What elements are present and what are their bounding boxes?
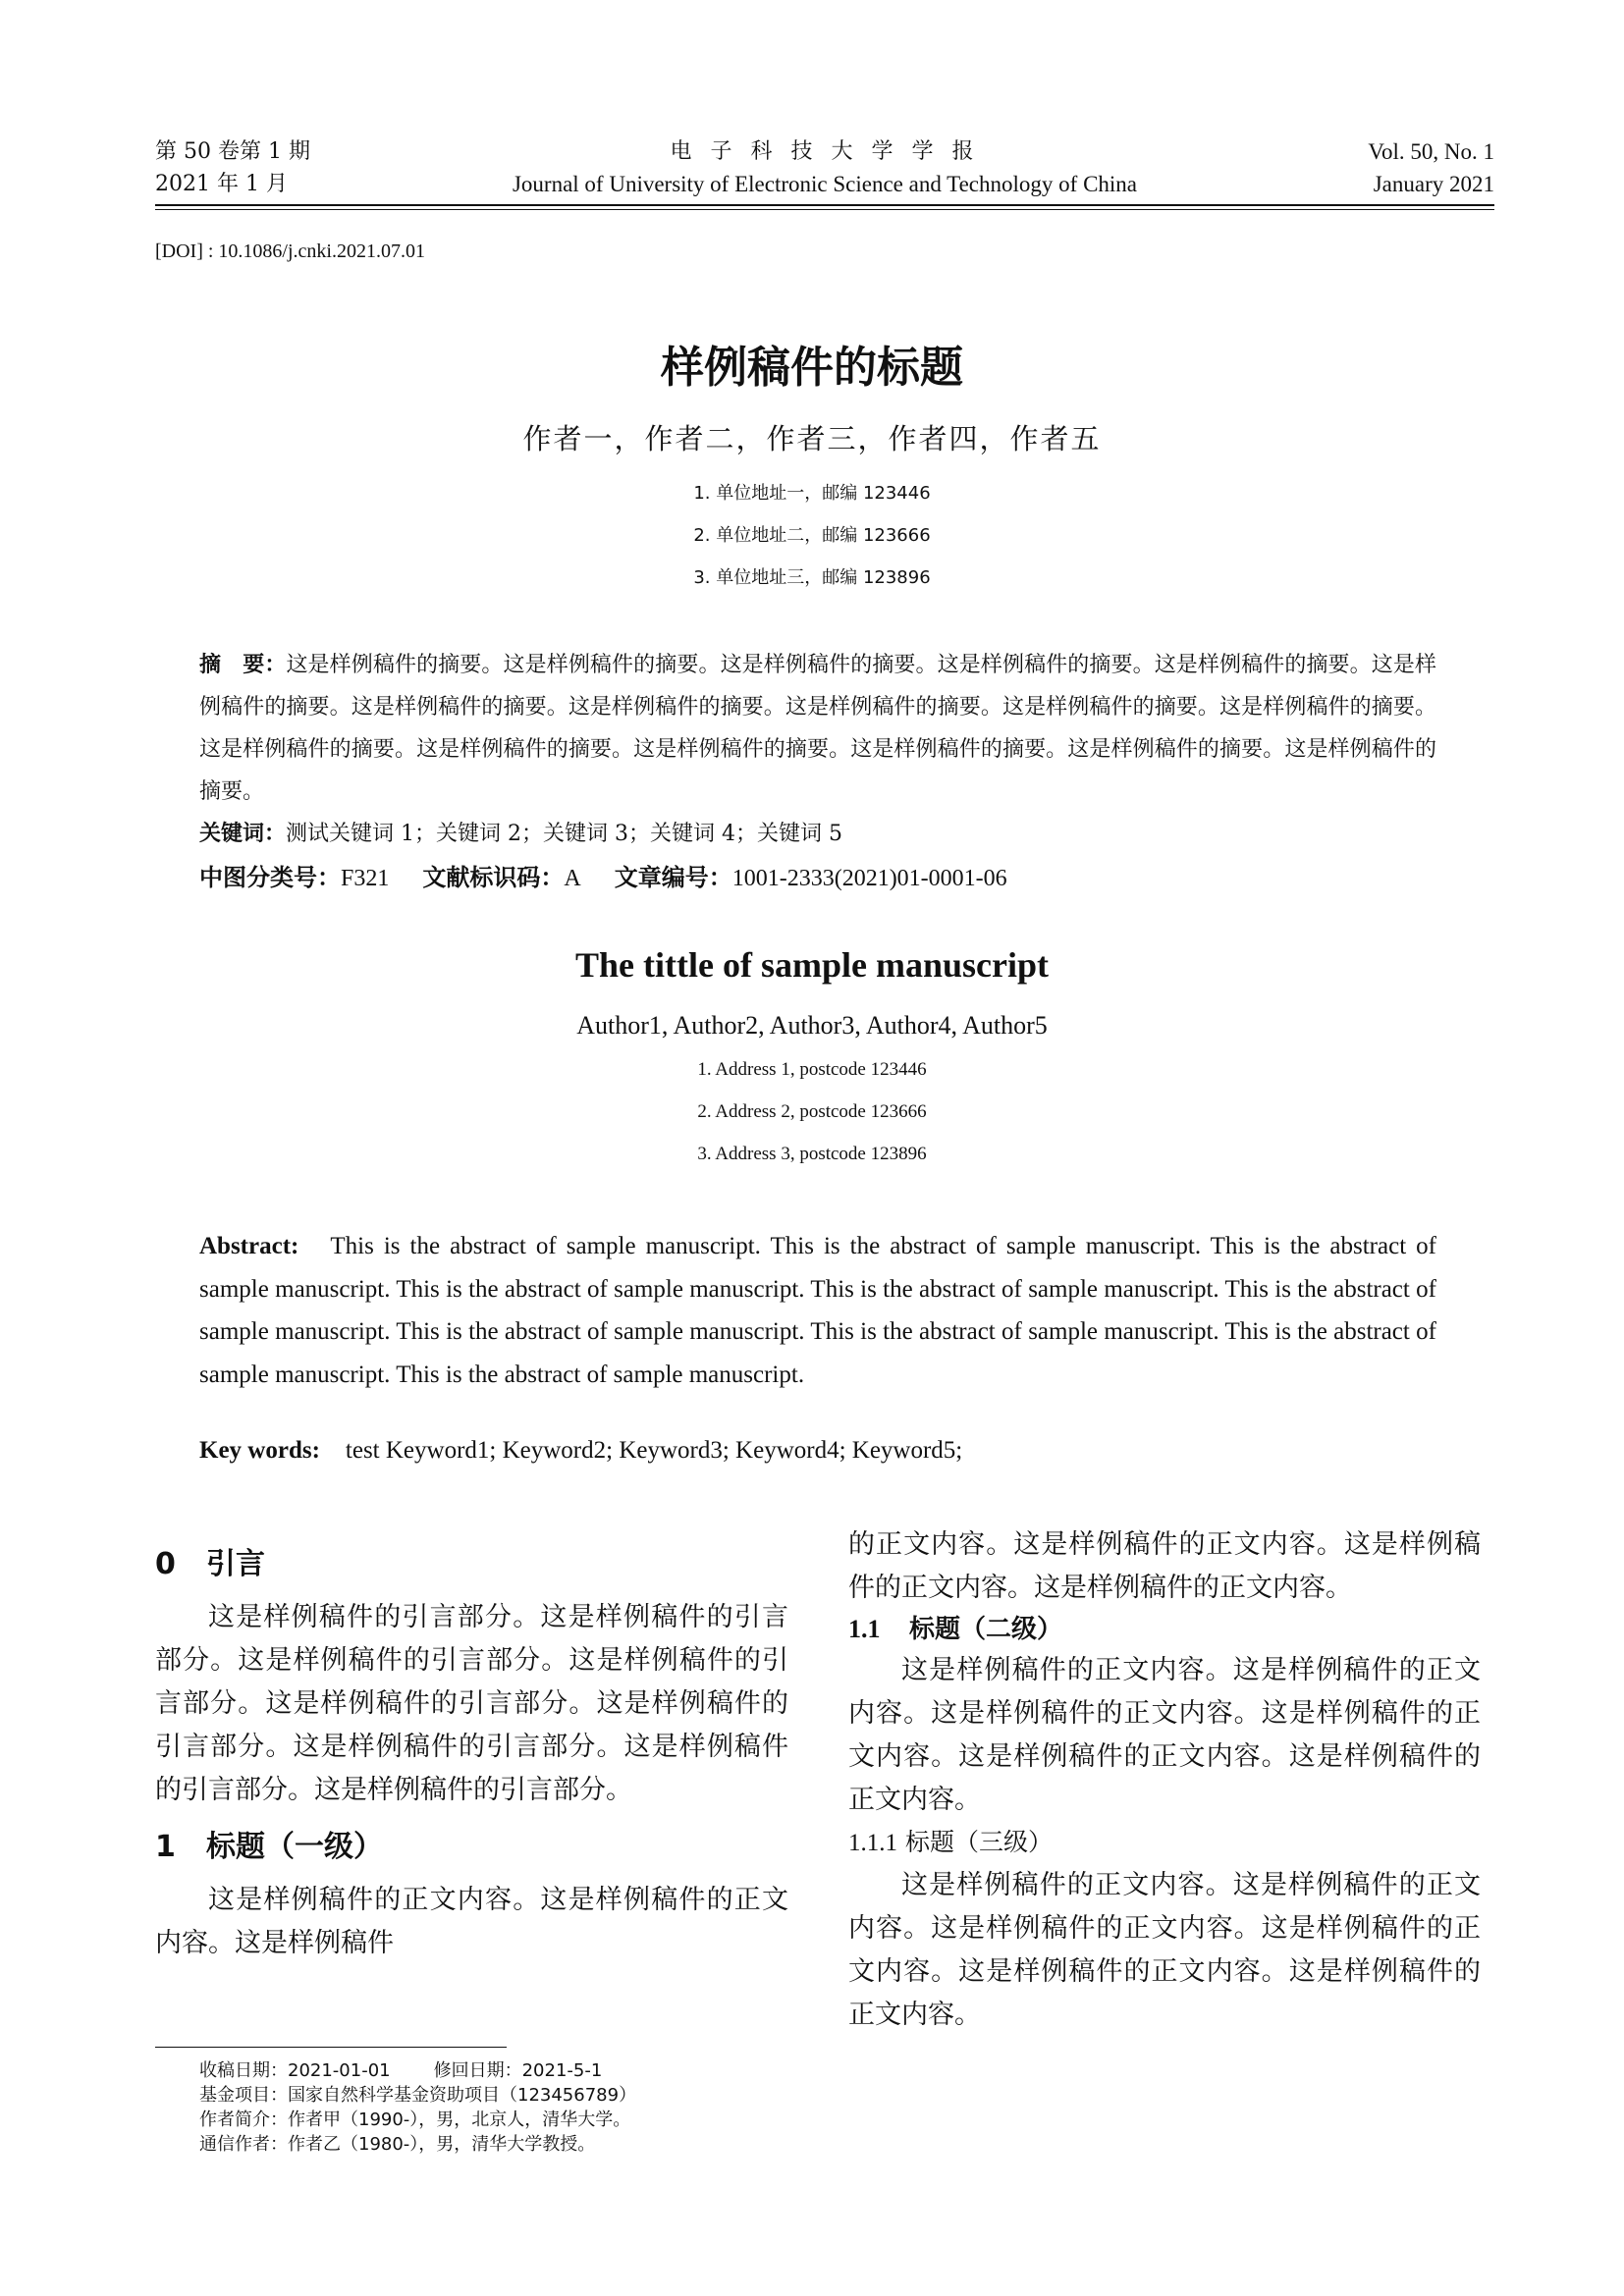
section-0-heading <box>155 1545 788 1584</box>
section-1-1-heading <box>848 1610 1481 1649</box>
journal-name-cn: 电 子 科 技 大 学 学 报 <box>670 139 980 164</box>
section-1-1-paragraph: 这是样例稿件的正文内容。这是样例稿件的正文内容。这是样例稿件的正文内容。这是样例稿件的正文内容。这是样例稿件的正文内容。这是样例稿件的正文内容。 <box>848 1655 1481 1815</box>
classification-line <box>199 858 1007 898</box>
keywords-cn-text: 测试关键词 1；关键词 2；关键词 3；关键词 4；关键词 5 <box>286 822 842 846</box>
affiliation-en-2: 2. Address 2, postcode 123666 <box>697 1101 927 1122</box>
affiliation-cn-2: 2. 单位地址二，邮编 123666 <box>693 525 931 546</box>
affiliation-en-3: 3. Address 3, postcode 123896 <box>697 1144 927 1164</box>
keywords-en <box>199 1437 962 1465</box>
authors-cn: 作者一，作者二，作者三，作者四，作者五 <box>522 422 1102 455</box>
affiliation-cn-3: 3. 单位地址三，邮编 123896 <box>693 567 931 588</box>
received-label: 收稿日期： <box>199 2060 288 2081</box>
revised-date: 2021-5-1 <box>521 2060 603 2081</box>
section-0-title: 引言 <box>206 1547 265 1581</box>
received-date: 2021-01-01 <box>288 2060 391 2081</box>
section-1-1-number: 1.1 <box>848 1615 881 1643</box>
journal-name-en: Journal of University of Electronic Science and Technology of China <box>512 172 1138 196</box>
section-1-1-1-paragraph: 这是样例稿件的正文内容。这是样例稿件的正文内容。这是样例稿件的正文内容。这是样例稿件的正文内容。这是样例稿件的正文内容。这是样例稿件的正文内容。 <box>848 1870 1481 2030</box>
section-0-paragraph: 这是样例稿件的引言部分。这是样例稿件的引言部分。这是样例稿件的引言部分。这是样例稿件的引言部分。这是样例稿件的引言部分。这是样例稿件的引言部分。这是样例稿件的引言部分。这是样例稿件的引言部分。这是样例稿件的引言部分。 <box>155 1602 788 1805</box>
affiliation-en-1: 1. Address 1, postcode 123446 <box>697 1059 927 1080</box>
volume-issue-cn: 第 50 卷第 1 期 <box>155 139 310 164</box>
article-number-label: 文章编号： <box>614 864 732 891</box>
revised-label: 修回日期： <box>433 2060 522 2081</box>
footnote-rule <box>155 2047 507 2048</box>
abstract-en-label: Abstract: <box>199 1233 299 1259</box>
section-0-number: 0 <box>155 1547 176 1581</box>
header-center <box>155 135 1494 200</box>
section-1-number: 1 <box>155 1830 176 1864</box>
doc-code-label: 文献标识码： <box>422 864 565 891</box>
header-rule-thin <box>155 209 1494 210</box>
date-cn: 2021 年 1 月 <box>155 172 288 196</box>
header-rule-thick <box>155 204 1494 206</box>
doi: [DOI] : 10.1086/j.cnki.2021.07.01 <box>155 240 425 262</box>
affiliation-cn-1: 1. 单位地址一，邮编 123446 <box>693 483 931 504</box>
footnote-corresponding: 通信作者：作者乙（1980-），男，清华大学教授。 <box>199 2134 596 2155</box>
title-en: The tittle of sample manuscript <box>575 945 1049 985</box>
abstract-cn <box>199 644 1436 813</box>
keywords-en-label: Key words: <box>199 1437 320 1464</box>
section-1-paragraph: 这是样例稿件的正文内容。这是样例稿件的正文内容。这是样例稿件 <box>155 1885 788 1958</box>
footnote-author-bio: 作者简介：作者甲（1990-），男，北京人，清华大学。 <box>199 2109 631 2130</box>
journal-header <box>155 135 1494 204</box>
section-1-paragraph-continued: 的正文内容。这是样例稿件的正文内容。这是样例稿件的正文内容。这是样例稿件的正文内容。 <box>848 1529 1481 1603</box>
abstract-cn-label: 摘 要： <box>199 653 287 677</box>
date-en: January 2021 <box>1373 172 1494 196</box>
keywords-en-text: test Keyword1; Keyword2; Keyword3; Keyword4; Keyword5; <box>345 1437 963 1464</box>
section-1-title: 标题（一级） <box>206 1830 383 1864</box>
clc-label: 中图分类号： <box>199 864 341 891</box>
keywords-cn-label: 关键词： <box>199 822 287 846</box>
keywords-cn <box>199 815 842 854</box>
header-right <box>1368 135 1494 200</box>
authors-en: Author1, Author2, Author3, Author4, Author5 <box>576 1011 1048 1040</box>
body-column-left <box>155 1531 788 1965</box>
doc-code-value: A <box>564 866 581 891</box>
footnotes <box>199 2058 636 2157</box>
abstract-en-text: This is the abstract of sample manuscript. This is the abstract of sample manuscript. This is the abstract of sample manuscript. This is the abstract of sample manuscript. This is the abstract of sample manuscript. This is the abstract of sample manuscript. This is the abstract of sample manuscript. This is the abstract of sample manuscript. This is the abstract of sample manuscript. This is the abstract of sample manuscript. <box>199 1233 1436 1388</box>
footnote-dates <box>199 2058 636 2083</box>
section-1-1-1-number: 1.1.1 <box>848 1830 897 1856</box>
title-cn: 样例稿件的标题 <box>661 343 963 393</box>
section-1-1-1-title: 标题（三级） <box>905 1828 1054 1856</box>
body-column-right <box>848 1523 1481 2037</box>
volume-issue-en: Vol. 50, No. 1 <box>1368 139 1494 164</box>
abstract-cn-text: 这是样例稿件的摘要。这是样例稿件的摘要。这是样例稿件的摘要。这是样例稿件的摘要。这是样例稿件的摘要。这是样例稿件的摘要。这是样例稿件的摘要。这是样例稿件的摘要。这是样例稿件的摘要。这是样例稿件的摘要。这是样例稿件的摘要。这是样例稿件的摘要。这是样例稿件的摘要。这是样例稿件的摘要。这是样例稿件的摘要。这是样例稿件的摘要。这是样例稿件的摘要。 <box>199 653 1436 804</box>
section-1-1-1-heading <box>848 1822 1481 1864</box>
section-1-1-title: 标题（二级） <box>909 1615 1063 1644</box>
article-number-value: 1001-2333(2021)01-0001-06 <box>731 866 1007 891</box>
section-1-heading <box>155 1828 788 1867</box>
clc-value: F321 <box>341 866 390 891</box>
footnote-fund: 基金项目：国家自然科学基金资助项目（123456789） <box>199 2085 637 2106</box>
abstract-en <box>199 1225 1436 1396</box>
